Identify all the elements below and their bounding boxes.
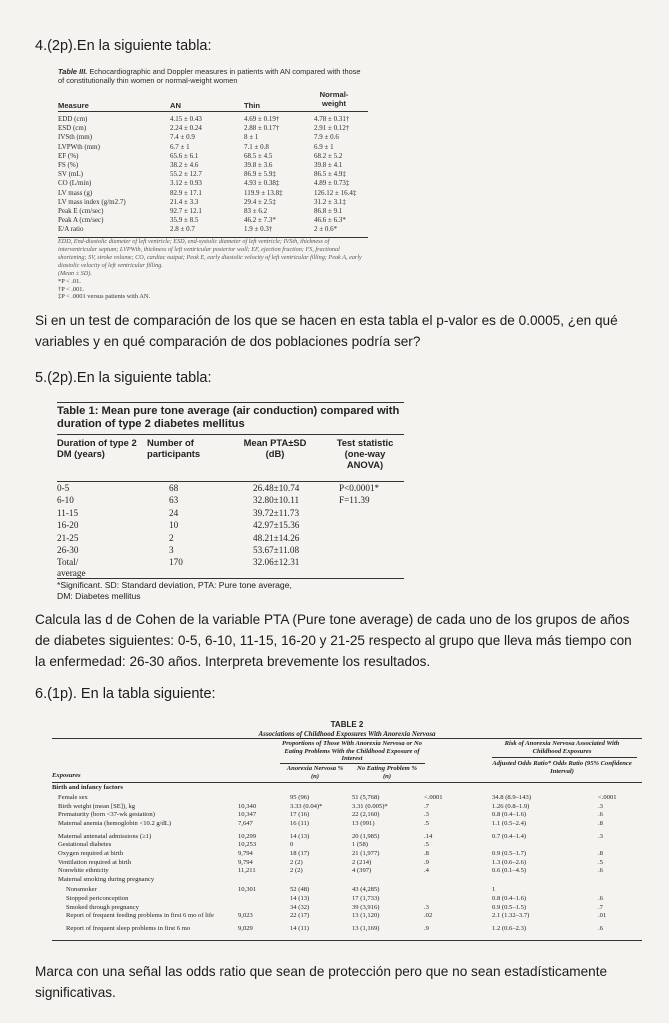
table-cell: .3 [424, 811, 429, 819]
table-cell: EDD (cm) [58, 115, 88, 123]
table-cell: 34 (32) [290, 903, 310, 911]
table-cell: 18 (17) [290, 850, 310, 857]
table-cell: 1.3 (0.6–2.6) [492, 858, 527, 866]
table-3-col-thin: Thin [244, 101, 261, 110]
table-cell: E/A ratio [58, 225, 84, 234]
table-cell: 92.7 ± 12.1 [170, 206, 202, 215]
table-row [58, 161, 368, 170]
table-3-footnote: EDD, End-diastolic diameter of left ventricle; ESD, end-systolic diameter of left ventricle; IVSth, thickness of interventricular septum; LVPWth, thickness of left ventricular posterior wall; EF, ejection fraction; FS, fractional shortening; SV, stroke volume; CO, cardiac output; Peak E, early diastolic velocity of left ventricular filling; Peak A, early diastolic velocity of left ventricular filling. [58, 238, 362, 270]
table-cell: SV (mL) [58, 170, 83, 179]
table-cell: Peak A (cm/sec) [58, 216, 104, 225]
table-cell: .9 [424, 858, 429, 866]
table-cell: 0.9 (0.5–1.7) [492, 850, 527, 857]
table-cell: Birth weight (mean [SE]), kg [58, 802, 136, 810]
table-cell: 2.1 (1.32–3.7) [492, 912, 530, 920]
table-row [58, 152, 368, 161]
table-row [58, 170, 368, 179]
table-1-footnote-1: *Significant. SD: Standard deviation, PTA: Pure tone average, [57, 580, 292, 591]
table-cell: 7.1 ± 0.8 [244, 142, 269, 151]
table-cell: Nonwhite ethnicity [58, 867, 109, 875]
table-cell: .14 [424, 832, 433, 840]
table-row [58, 207, 368, 216]
table-cell: 7.9 ± 0.6 [314, 133, 339, 142]
table-cell: 17 (1,733) [352, 895, 380, 902]
table-cell: 51 (5,768) [352, 794, 380, 801]
table-cell: Report of frequent feeding problems in first 6 mo of life [66, 912, 214, 920]
table-cell: .8 [598, 819, 603, 827]
table-cell: 39.72±11.73 [253, 507, 300, 518]
table-cell: 0.8 (0.4–1.6) [492, 811, 527, 819]
table-cell: 13 (1,120) [352, 912, 380, 920]
table-cell: 6.7 ± 1 [170, 142, 190, 151]
question-4-heading: 4.(2p).En la siguiente tabla: [35, 38, 212, 54]
table-cell: 46.2 ± 7.3* [244, 216, 276, 225]
table-cell: 21-25 [57, 532, 79, 543]
table-cell: 6.9 ± 1 [314, 142, 334, 151]
table-cell: 2 (214) [352, 858, 372, 866]
table-cell: Oxygen required at birth [58, 850, 124, 857]
table-2-header-risk: Risk of Anorexia Nervosa Associated With Childhood Exposures [504, 740, 620, 755]
table-cell: 26.48±10.74 [253, 483, 300, 493]
table-cell: 119.9 ± 13.8‡ [244, 188, 283, 197]
table-cell: .9 [424, 925, 429, 933]
table-cell: 39.8 ± 4.1 [314, 160, 343, 169]
table-cell: FS (%) [58, 160, 79, 169]
table-cell: 17 (16) [290, 811, 310, 819]
table-cell: 2.8 ± 0.7 [170, 225, 195, 234]
table-cell: Total/ average [57, 557, 86, 579]
table-cell: 170 [169, 557, 183, 568]
question-4-text: Si en un test de comparación de los que se hacen en esta tabla el p-valor es de 0.0005, ¿en qué variables y en qué comparación de dos poblaciones podría ser? [35, 313, 618, 349]
table-3-sig-3: ‡P < .0001 versus patients with AN. [58, 293, 151, 301]
table-cell: 0 [290, 841, 294, 849]
table-cell: 7,647 [238, 819, 253, 827]
table-cell: LV mass index (g/m2.7) [58, 197, 126, 206]
table-cell: Smoked through pregnancy [66, 903, 139, 911]
table-cell: Female sex [58, 794, 88, 801]
table-cell: 1 [492, 886, 496, 894]
table-cell: 0.9 (0.5–1.5) [492, 903, 527, 911]
table-cell: 2 (2) [290, 858, 303, 866]
table-2-header-ne: No Eating Problem % (n) [357, 765, 417, 780]
table-cell: .4 [424, 867, 429, 875]
table-cell: ESD (cm) [58, 124, 87, 133]
table-cell: 10,340 [238, 802, 257, 810]
table-2 [52, 720, 642, 933]
table-cell: 14 (13) [290, 895, 310, 902]
table-cell: 20 (1,985) [352, 832, 380, 840]
table-row [58, 216, 368, 225]
table-cell: .6 [598, 867, 603, 875]
table-cell: 68.2 ± 5.2 [314, 151, 343, 160]
table-3-mean-note: (Mean ± SD). [58, 270, 92, 278]
table-cell: 4.89 ± 0.73‡ [314, 179, 350, 188]
table-row [57, 519, 404, 531]
table-cell: F=11.39 [339, 495, 370, 506]
table-cell: .5 [424, 819, 429, 827]
question-6-text: Marca con una señal las odds ratio que sean de protección pero que no sean estadísticamente significativas. [35, 964, 608, 1000]
table-cell: 46.6 ± 6.3* [314, 216, 346, 225]
table-cell: 13 (1,169) [352, 925, 380, 933]
table-cell: Maternal antenatal admissions (≥1) [58, 832, 152, 840]
table-1-col-test: Test statistic (one-way ANOVA) [336, 437, 394, 470]
table-cell: 26-30 [57, 544, 79, 555]
table-cell: 16-20 [57, 520, 79, 531]
table-1-footnote-2: DM: Diabetes mellitus [57, 591, 141, 602]
table-cell: 7.4 ± 0.9 [170, 133, 195, 142]
table-row [58, 133, 368, 142]
table-1-title: Table 1: Mean pure tone average (air conduction) compared with duration of type 2 diabetes mellitus [57, 402, 404, 431]
table-3-body [58, 112, 368, 234]
table-cell: 13 (991) [352, 819, 375, 827]
table-cell: 24 [169, 507, 179, 518]
table-cell: Maternal anemia (hemoglobin <10.2 g/dL) [58, 819, 172, 827]
table-cell: 2.88 ± 0.17† [244, 124, 280, 133]
table-cell: 0-5 [57, 483, 70, 493]
table-cell: 95 (96) [290, 794, 310, 801]
table-row [58, 198, 368, 207]
table-cell: .7 [598, 903, 603, 911]
question-5-text: Calcula las d de Cohen de la variable PTA (Pure tone average) de cada uno de los grupos de años de diabetes siguientes: 0-5, 6-10, 11-15, 16-20 y 21-25 respecto al grupo que lleva más tiempo con la enfermedad: 26-30 años. Interpreta brevemente los resultados. [35, 612, 632, 669]
table-row [58, 143, 368, 152]
table-3-sig-2: †P < .001. [58, 285, 85, 293]
table-cell: 4 (397) [352, 867, 372, 875]
table-cell: 9,794 [238, 850, 253, 857]
table-row [58, 225, 368, 234]
table-cell: 10,347 [238, 811, 257, 819]
table-cell: 10,253 [238, 841, 257, 849]
table-cell: 39.8 ± 3.6 [244, 160, 273, 169]
table-cell: .01 [598, 912, 607, 920]
table-cell: 22 (17) [290, 912, 310, 920]
table-cell: 3 [169, 544, 174, 555]
table-cell: 22 (2,160) [352, 811, 380, 819]
table-cell: 29.4 ± 2.5‡ [244, 197, 276, 206]
table-2-group-birth: Birth and infancy factors [52, 784, 123, 791]
table-cell: 53.67±11.08 [253, 544, 300, 555]
table-cell: 6-10 [57, 495, 74, 506]
table-cell: 43 (4,285) [352, 886, 380, 894]
table-3-col-measure: Measure [58, 101, 89, 110]
table-cell: 82.9 ± 17.1 [170, 188, 202, 197]
table-1-header [57, 434, 404, 482]
table-row [57, 544, 404, 556]
table-cell: Report of frequent sleep problems in first 6 mo [66, 925, 191, 933]
table-3-sig-1: *P < .01. [58, 278, 81, 286]
table-cell: 0.6 (0.1–4.5) [492, 867, 527, 875]
table-cell: P<0.0001* [339, 483, 380, 493]
table-cell: 4.93 ± 0.38‡ [244, 179, 280, 188]
table-cell: Gestational diabetes [58, 841, 112, 849]
table-cell: 42.97±15.36 [253, 520, 300, 531]
table-3-col-an: AN [170, 101, 181, 110]
table-cell: Stopped periconception [66, 895, 129, 902]
table-cell: 9,794 [238, 858, 253, 866]
table-cell: 2.91 ± 0.12† [314, 124, 350, 133]
table-cell: 63 [169, 495, 179, 506]
table-cell: .7 [424, 802, 429, 810]
table-cell: <.0001 [424, 794, 443, 801]
table-cell: 48.21±14.26 [253, 532, 300, 543]
table-cell: 4.69 ± 0.19† [244, 115, 280, 123]
table-cell: 11,211 [238, 867, 256, 875]
table-cell: 55.2 ± 12.7 [170, 170, 202, 179]
table-cell: 39 (3,916) [352, 903, 380, 911]
table-cell: 86.8 ± 9.1 [314, 206, 343, 215]
table-cell: 2 (2) [290, 867, 303, 875]
table-cell: 10 [169, 520, 179, 531]
table-cell: 0.7 (0.4–1.4) [492, 832, 527, 840]
table-cell: 1 (58) [352, 841, 368, 849]
table-row [57, 507, 404, 519]
table-cell: .6 [598, 895, 603, 902]
table-1-col-duration: Duration of type 2 DM (years) [57, 437, 137, 459]
table-cell: Peak E (cm/sec) [58, 206, 104, 215]
table-cell: 10,299 [238, 832, 257, 840]
table-cell: 8 ± 1 [244, 133, 259, 142]
table-cell: 65.6 ± 6.1 [170, 151, 199, 160]
table-cell: 1.2 (0.6–2.3) [492, 925, 527, 933]
table-cell: .3 [598, 832, 603, 840]
table-row [57, 556, 404, 578]
table-cell: CO (L/min) [58, 179, 92, 188]
table-cell: LVPWth (mm) [58, 142, 100, 151]
table-1 [57, 402, 404, 601]
table-cell: Maternal smoking during pregnancy [58, 875, 155, 883]
table-row [57, 532, 404, 544]
table-cell: Nonsmoker [66, 886, 97, 894]
table-cell: 3.31 (0.005)* [352, 802, 388, 810]
table-cell: 86.5 ± 4.9‡ [314, 170, 346, 179]
table-cell: EF (%) [58, 151, 79, 160]
table-1-col-participants: Number of participants [147, 437, 201, 459]
table-row [57, 482, 404, 494]
table-cell: .6 [598, 811, 603, 819]
table-cell: 16 (11) [290, 819, 309, 827]
table-cell: 34.8 (8.9–143) [492, 794, 532, 801]
table-cell: 9,029 [238, 925, 253, 933]
table-cell: 4.78 ± 0.31† [314, 115, 350, 123]
table-row [58, 189, 368, 198]
table-cell: 3.33 (0.04)* [290, 802, 323, 810]
table-cell: 0.8 (0.4–1.6) [492, 895, 527, 902]
table-3-label: Table III. [58, 67, 88, 76]
table-cell: 31.2 ± 3.1‡ [314, 197, 346, 206]
table-2-header-exposures: Exposures [52, 772, 81, 779]
table-cell: 68.5 ± 4.5 [244, 151, 273, 160]
table-cell: .8 [424, 850, 429, 857]
table-cell: 4.15 ± 0.43 [170, 115, 202, 123]
table-cell: 14 (13) [290, 832, 310, 840]
table-cell: .6 [598, 925, 603, 933]
table-cell: 68 [169, 483, 179, 493]
table-cell: 1.1 (0.5–2.4) [492, 819, 527, 827]
table-cell: 52 (48) [290, 886, 310, 894]
table-cell: 38.2 ± 4.6 [170, 160, 199, 169]
table-cell: .02 [424, 912, 433, 920]
table-3-col-normal: Normal-weight [319, 90, 349, 108]
table-cell: 11-15 [57, 507, 79, 518]
table-cell: IVSth (mm) [58, 133, 93, 142]
table-cell: 2 ± 0.6* [314, 225, 338, 234]
table-cell: 2 [169, 532, 174, 543]
table-cell: 1.26 (0.8–1.9) [492, 802, 530, 810]
table-row [57, 494, 404, 506]
table-cell: Ventilation required at birth [58, 858, 132, 866]
table-2-header-or: Adjusted Odds Ratio* Odds Ratio (95% Confidence Interval) [492, 760, 632, 775]
table-cell: 35.9 ± 8.5 [170, 216, 199, 225]
table-row [58, 124, 368, 133]
table-cell: 21.4 ± 3.3 [170, 197, 199, 206]
table-cell: 32.06±12.31 [253, 557, 300, 568]
table-cell: .3 [424, 903, 429, 911]
table-cell: LV mass (g) [58, 188, 93, 197]
table-2-header-an: Anorexia Nervosa % (n) [286, 765, 344, 780]
table-cell: .5 [424, 841, 429, 849]
table-cell: Prematurity (born <37-wk gestation) [58, 811, 155, 819]
table-1-col-pta: Mean PTA±SD (dB) [243, 437, 307, 459]
table-2-header-proportions: Proportions of Those With Anorexia Nervosa or No Eating Problems With the Childhood Exposure of Interest [282, 740, 422, 762]
table-cell: 86.9 ± 5.9‡ [244, 170, 276, 179]
table-cell: <.0001 [598, 794, 617, 801]
table-3-caption: Table III. Echocardiographic and Doppler measures in patients with AN compared with those of constitutionally thin women or normal-weight women [58, 67, 361, 85]
question-5-heading: 5.(2p).En la siguiente tabla: [35, 370, 212, 386]
question-6-heading: 6.(1p). En la tabla siguiente: [35, 686, 216, 702]
table-cell: 14 (11) [290, 925, 309, 933]
table-3-header [58, 87, 368, 112]
table-cell: .3 [598, 802, 603, 810]
table-cell: 1.9 ± 0.3† [244, 225, 273, 234]
table-cell: 83 ± 6.2 [244, 206, 268, 215]
table-cell: 2.24 ± 0.24 [170, 124, 202, 133]
table-cell: 21 (1,977) [352, 850, 380, 857]
table-cell: 32.80±10.11 [253, 495, 300, 506]
table-cell: 10,301 [238, 886, 257, 894]
table-cell: 126.12 ± 16.4‡ [314, 188, 357, 197]
table-row [58, 179, 368, 188]
table-cell: 3.12 ± 0.93 [170, 179, 202, 188]
table-2-subtitle: Associations of Childhood Exposures With Anorexia Nervosa [258, 730, 436, 738]
table-cell: 9,023 [238, 912, 253, 920]
table-2-title: TABLE 2 [330, 720, 364, 729]
table-1-body [57, 482, 404, 578]
table-3 [58, 67, 368, 301]
table-cell: .8 [598, 850, 603, 857]
table-cell: .5 [598, 858, 603, 866]
table-row [58, 115, 368, 124]
